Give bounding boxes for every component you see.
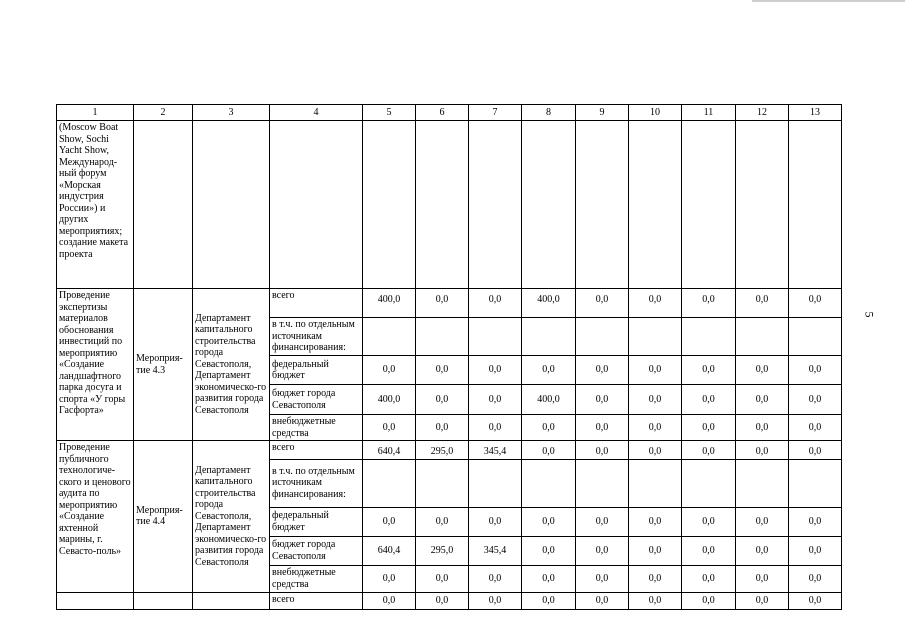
value-cell: 0,0 <box>469 415 522 441</box>
empty-cell <box>522 318 576 356</box>
empty-cell <box>682 318 736 356</box>
value-cell: 0,0 <box>522 507 576 536</box>
header-cell: 11 <box>682 105 736 121</box>
value-cell: 0,0 <box>522 565 576 592</box>
value-cell: 0,0 <box>736 592 789 609</box>
value-cell: 0,0 <box>682 507 736 536</box>
funding-source-cell: в т.ч. по отдельным источникам финансирования: <box>270 459 363 507</box>
value-cell: 345,4 <box>469 536 522 565</box>
value-cell: 0,0 <box>789 592 842 609</box>
empty-cell <box>629 318 682 356</box>
value-cell: 0,0 <box>736 289 789 318</box>
value-cell: 0,0 <box>736 536 789 565</box>
value-cell: 0,0 <box>576 385 629 415</box>
value-cell: 0,0 <box>736 507 789 536</box>
funding-source-cell: всего <box>270 289 363 318</box>
empty-cell <box>416 121 469 289</box>
empty-cell <box>682 121 736 289</box>
value-cell: 0,0 <box>789 565 842 592</box>
funding-source-cell: в т.ч. по отдельным источникам финансирования: <box>270 318 363 356</box>
funding-source-cell: внебюджетные средства <box>270 565 363 592</box>
table-row <box>57 441 842 460</box>
value-cell: 0,0 <box>789 289 842 318</box>
empty-cell <box>522 121 576 289</box>
value-cell: 0,0 <box>629 385 682 415</box>
value-cell: 0,0 <box>576 592 629 609</box>
funding-source-cell: федеральный бюджет <box>270 356 363 385</box>
top-edge-line <box>752 0 905 2</box>
table-row <box>57 121 842 289</box>
value-cell: 0,0 <box>629 507 682 536</box>
header-cell: 2 <box>134 105 193 121</box>
empty-cell <box>629 459 682 507</box>
empty-cell <box>789 121 842 289</box>
funding-source-cell: внебюджетные средства <box>270 415 363 441</box>
value-cell: 345,4 <box>469 441 522 460</box>
value-cell: 0,0 <box>363 592 416 609</box>
empty-cell <box>682 459 736 507</box>
value-cell: 0,0 <box>576 356 629 385</box>
value-cell: 0,0 <box>363 507 416 536</box>
value-cell: 0,0 <box>682 289 736 318</box>
funding-source-cell: бюджет города Севастополя <box>270 385 363 415</box>
empty-cell <box>522 459 576 507</box>
value-cell: 0,0 <box>629 592 682 609</box>
budget-table <box>56 104 842 610</box>
empty-cell <box>416 318 469 356</box>
empty-cell <box>270 121 363 289</box>
value-cell: 640,4 <box>363 441 416 460</box>
header-cell: 6 <box>416 105 469 121</box>
executor-cell: Департамент капитального строительства города Севастополя, Департамент экономическо-го развития города Севастополя <box>193 441 270 593</box>
value-cell: 0,0 <box>682 356 736 385</box>
value-cell: 400,0 <box>363 385 416 415</box>
value-cell: 0,0 <box>416 592 469 609</box>
value-cell: 0,0 <box>789 385 842 415</box>
funding-source-cell: всего <box>270 441 363 460</box>
executor-cell: Департамент капитального строительства города Севастополя, Департамент экономическо-го развития города Севастополя <box>193 289 270 441</box>
empty-cell <box>576 459 629 507</box>
value-cell: 0,0 <box>576 507 629 536</box>
value-cell: 0,0 <box>789 356 842 385</box>
table-row <box>57 592 842 609</box>
activity-name-cell: Проведение экспертизы материалов обоснования инвестиций по мероприятию «Создание ландшафтного парка досуга и спорта «У горы Гасфорта» <box>57 289 134 441</box>
empty-cell <box>57 592 134 609</box>
empty-cell <box>629 121 682 289</box>
empty-cell <box>736 121 789 289</box>
activity-name-cell: (Moscow Boat Show, Sochi Yacht Show, Международ-ный форум «Морская индустрия России») и других мероприятиях; создание макета проекта <box>57 121 134 289</box>
value-cell: 0,0 <box>363 415 416 441</box>
value-cell: 0,0 <box>682 592 736 609</box>
header-cell: 1 <box>57 105 134 121</box>
empty-cell <box>134 121 193 289</box>
header-cell: 13 <box>789 105 842 121</box>
value-cell: 295,0 <box>416 441 469 460</box>
page-number: 5 <box>862 311 877 318</box>
value-cell: 0,0 <box>629 441 682 460</box>
funding-source-cell: всего <box>270 592 363 609</box>
empty-cell <box>576 121 629 289</box>
empty-cell <box>469 121 522 289</box>
value-cell: 0,0 <box>363 565 416 592</box>
value-cell: 0,0 <box>469 385 522 415</box>
value-cell: 0,0 <box>789 441 842 460</box>
value-cell: 0,0 <box>629 415 682 441</box>
value-cell: 0,0 <box>682 441 736 460</box>
header-cell: 8 <box>522 105 576 121</box>
empty-cell <box>416 459 469 507</box>
value-cell: 0,0 <box>469 289 522 318</box>
header-cell: 10 <box>629 105 682 121</box>
value-cell: 0,0 <box>789 536 842 565</box>
header-cell: 5 <box>363 105 416 121</box>
value-cell: 0,0 <box>416 415 469 441</box>
value-cell: 0,0 <box>736 385 789 415</box>
value-cell: 0,0 <box>576 289 629 318</box>
empty-cell <box>363 459 416 507</box>
value-cell: 0,0 <box>629 565 682 592</box>
empty-cell <box>363 121 416 289</box>
empty-cell <box>363 318 416 356</box>
header-row <box>57 105 842 121</box>
value-cell: 0,0 <box>629 536 682 565</box>
funding-source-cell: бюджет города Севастополя <box>270 536 363 565</box>
value-cell: 0,0 <box>629 289 682 318</box>
value-cell: 0,0 <box>469 356 522 385</box>
value-cell: 0,0 <box>789 507 842 536</box>
value-cell: 0,0 <box>522 536 576 565</box>
value-cell: 0,0 <box>363 356 416 385</box>
value-cell: 640,4 <box>363 536 416 565</box>
empty-cell <box>789 318 842 356</box>
empty-cell <box>736 318 789 356</box>
value-cell: 0,0 <box>576 536 629 565</box>
header-cell: 4 <box>270 105 363 121</box>
value-cell: 0,0 <box>682 385 736 415</box>
table-row <box>57 289 842 318</box>
value-cell: 0,0 <box>736 356 789 385</box>
empty-cell <box>193 121 270 289</box>
activity-code-cell: Мероприя-тие 4.4 <box>134 441 193 593</box>
activity-name-cell: Проведение публичного технологиче-ского и ценового аудита по мероприятию «Создание яхтенной марины, г. Севасто-поль» <box>57 441 134 593</box>
value-cell: 0,0 <box>469 507 522 536</box>
empty-cell <box>193 592 270 609</box>
value-cell: 0,0 <box>469 592 522 609</box>
value-cell: 0,0 <box>416 289 469 318</box>
empty-cell <box>789 459 842 507</box>
value-cell: 0,0 <box>789 415 842 441</box>
header-cell: 9 <box>576 105 629 121</box>
value-cell: 0,0 <box>522 356 576 385</box>
header-cell: 12 <box>736 105 789 121</box>
value-cell: 0,0 <box>682 536 736 565</box>
value-cell: 400,0 <box>522 385 576 415</box>
header-cell: 7 <box>469 105 522 121</box>
empty-cell <box>576 318 629 356</box>
value-cell: 0,0 <box>682 565 736 592</box>
value-cell: 0,0 <box>682 415 736 441</box>
value-cell: 0,0 <box>416 385 469 415</box>
value-cell: 0,0 <box>416 507 469 536</box>
empty-cell <box>134 592 193 609</box>
value-cell: 295,0 <box>416 536 469 565</box>
value-cell: 0,0 <box>736 565 789 592</box>
value-cell: 0,0 <box>576 415 629 441</box>
funding-source-cell: федеральный бюджет <box>270 507 363 536</box>
header-cell: 3 <box>193 105 270 121</box>
value-cell: 0,0 <box>522 415 576 441</box>
value-cell: 0,0 <box>522 441 576 460</box>
value-cell: 0,0 <box>522 592 576 609</box>
value-cell: 0,0 <box>576 565 629 592</box>
value-cell: 0,0 <box>736 441 789 460</box>
value-cell: 0,0 <box>469 565 522 592</box>
value-cell: 0,0 <box>629 356 682 385</box>
empty-cell <box>736 459 789 507</box>
value-cell: 0,0 <box>416 356 469 385</box>
value-cell: 400,0 <box>363 289 416 318</box>
value-cell: 0,0 <box>576 441 629 460</box>
empty-cell <box>469 459 522 507</box>
value-cell: 400,0 <box>522 289 576 318</box>
value-cell: 0,0 <box>416 565 469 592</box>
activity-code-cell: Мероприя-тие 4.3 <box>134 289 193 441</box>
value-cell: 0,0 <box>736 415 789 441</box>
empty-cell <box>469 318 522 356</box>
